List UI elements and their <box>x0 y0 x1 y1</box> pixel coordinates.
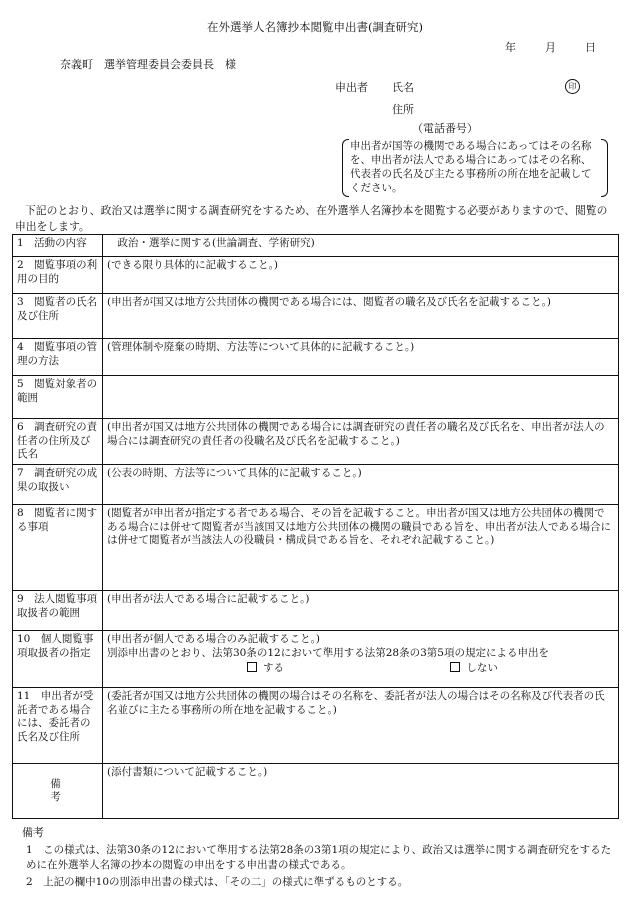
seal-mark: 印 <box>565 79 580 94</box>
row-content[interactable]: (申出者が法人である場合に記載すること。) <box>103 591 619 631</box>
table-row <box>13 505 619 591</box>
row-content[interactable] <box>103 376 619 419</box>
date-day-label: 日 <box>585 41 596 54</box>
row-content <box>103 631 619 688</box>
option-suru[interactable] <box>247 662 447 676</box>
option-shinai-label: しない <box>466 662 498 674</box>
footer-note-1: 1 この様式は、法第30条の12において準用する法第28条の3第1項の規定により、政治又は選挙に関する調査研究をするために在外選挙人名簿の抄本の閲覧の申出をする申出書の様式である。 <box>26 844 612 871</box>
page-title: 在外選挙人名簿抄本閲覧申出書(調査研究) <box>207 20 423 34</box>
row-content[interactable]: (閲覧者が申出者が指定する者である場合、その旨を記載すること。申出者が国又は地方公共団体の機関である場合には併せて閲覧者が当該国又は地方公共団体の機関の職員である旨を、申出者が法人である場合には併せて閲覧者が当該法人の役職員・構成員である旨を、それぞれ記載すること。) <box>103 505 619 591</box>
row-content[interactable]: (申出者が国又は地方公共団体の機関である場合には調査研究の責任者の職名及び氏名を、申出者が法人の場合には調査研究の責任者の役職名及び氏名を記載すること。) <box>103 419 619 465</box>
row-content[interactable]: (委託者が国又は地方公共団体の機関の場合はその名称を、委託者が法人の場合はその名称及び代表者の氏名並びに主たる事務所の所在地を記載すること。) <box>103 688 619 764</box>
row10-note: (申出者が個人である場合のみ記載すること。) <box>107 633 320 645</box>
date-line <box>505 41 625 56</box>
applicant-note: 申出者が国等の機関である場合にあってはその名称を、申出者が法人である場合にあってはその名称、代表者の氏名及び主たる事務所の所在地を記載してください。 <box>342 139 608 197</box>
row10-options <box>107 662 614 676</box>
date-year-label: 年 <box>505 41 516 54</box>
row-label: 備考 <box>13 764 103 819</box>
applicant-phone-label: （電話番号） <box>412 122 478 135</box>
table-row <box>13 257 619 294</box>
row-label: 9 法人閲覧事項取扱者の範囲 <box>13 591 103 631</box>
row-label: 1 活動の内容 <box>13 235 103 257</box>
row-label: 4 閲覧事項の管理の方法 <box>13 339 103 376</box>
row-content[interactable]: 政治・選挙に関する(世論調査、学術研究) <box>103 235 619 257</box>
intro-paragraph: 下記のとおり、政治又は選挙に関する調査研究をするため、在外選挙人名簿抄本を閲覧する必要がありますので、閲覧の申出をします。 <box>15 204 608 233</box>
table-row <box>13 339 619 376</box>
row-label: 3 閲覧者の氏名及び住所 <box>13 294 103 339</box>
footer-heading: 備考 <box>22 826 44 839</box>
option-suru-label: する <box>263 662 284 674</box>
row-label: 10 個人閲覧事項取扱者の指定 <box>13 631 103 688</box>
table-row <box>13 631 619 688</box>
table-row <box>13 294 619 339</box>
applicant-address-label: 住所 <box>392 103 414 116</box>
row-content[interactable]: (申出者が国又は地方公共団体の機関である場合には、閲覧者の職名及び氏名を記載すること。) <box>103 294 619 339</box>
table-row <box>13 764 619 819</box>
table-row <box>13 419 619 465</box>
checkbox-shinai[interactable] <box>450 662 460 672</box>
table-row <box>13 688 619 764</box>
date-month-label: 月 <box>545 41 556 54</box>
option-shinai[interactable] <box>450 662 498 676</box>
row-content[interactable]: (公表の時期、方法等について具体的に記載すること。) <box>103 465 619 505</box>
row-content[interactable]: (添付書類について記載すること。) <box>103 764 619 819</box>
row-label: 5 閲覧対象者の範囲 <box>13 376 103 419</box>
addressee: 奈義町 選挙管理委員会委員長 様 <box>60 58 236 71</box>
row-label: 11 申出者が受託者である場合には、委託者の氏名及び住所 <box>13 688 103 764</box>
table-row <box>13 376 619 419</box>
table-row <box>13 235 619 257</box>
table-row <box>13 465 619 505</box>
applicant-name-label: 氏名 <box>392 81 414 94</box>
row-label: 8 閲覧者に関する事項 <box>13 505 103 591</box>
applicant-label: 申出者 <box>335 81 368 94</box>
row-label: 2 閲覧事項の利用の目的 <box>13 257 103 294</box>
table-row <box>13 591 619 631</box>
footer-note-2: 2 上記の欄中10の別添申出書の様式は、「その二」の様式に準ずるものとする。 <box>26 876 409 888</box>
row10-statement: 別添申出書のとおり、法第30条の12において準用する法第28条の3第5項の規定による申出を <box>107 646 549 659</box>
application-table <box>12 234 619 819</box>
row-content[interactable]: (管理体制や廃棄の時期、方法等について具体的に記載すること。) <box>103 339 619 376</box>
row-label: 7 調査研究の成果の取扱い <box>13 465 103 505</box>
checkbox-suru[interactable] <box>247 662 257 672</box>
row-content[interactable]: (できる限り具体的に記載すること。) <box>103 257 619 294</box>
row-label: 6 調査研究の責任者の住所及び氏名 <box>13 419 103 465</box>
